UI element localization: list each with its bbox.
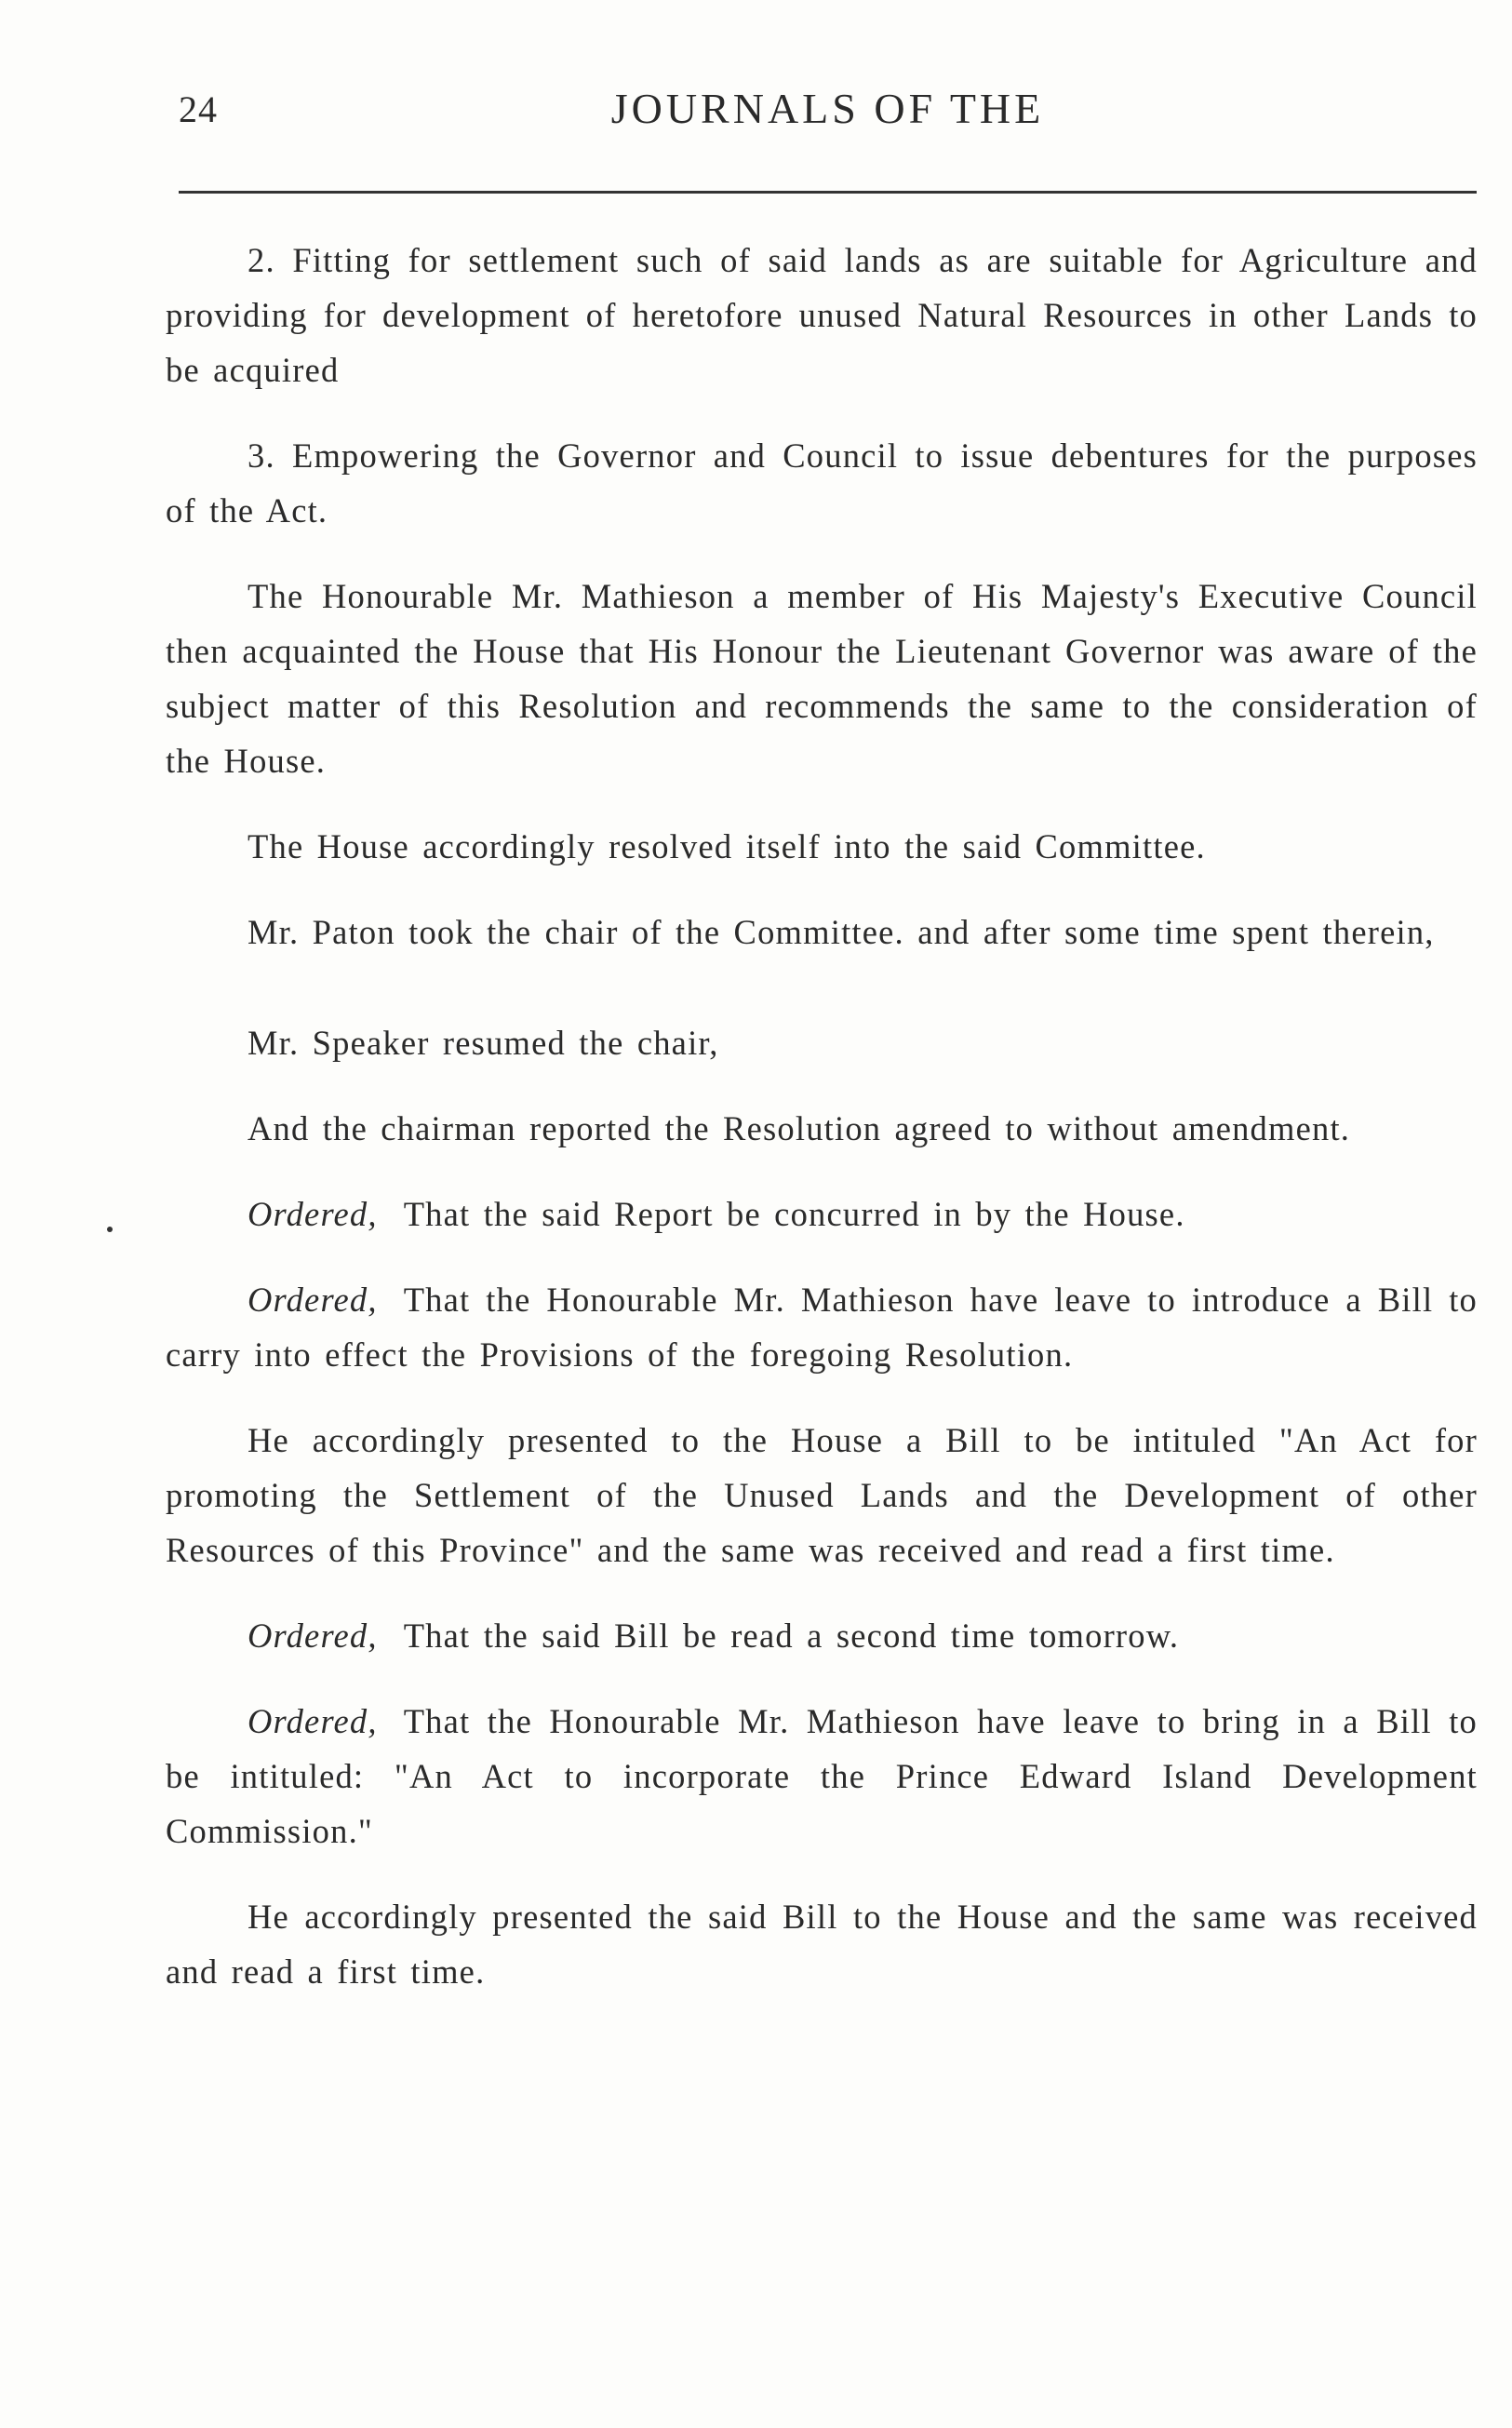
ordered-text: That the Honourable Mr. Mathieson have leave to introduce a Bill to carry into effect the Provisions of the foregoing Resolution. <box>166 1281 1478 1374</box>
paragraph-speaker-resumed: Mr. Speaker resumed the chair, <box>248 1024 719 1062</box>
ordered-text: That the said Bill be read a second time tomorrow. <box>403 1616 1180 1655</box>
paragraph-paton-chair: Mr. Paton took the chair of the Committee. and after some time spent therein, <box>248 913 1435 951</box>
paragraph-ordered-leave-introduce <box>166 1272 1478 1382</box>
body-text <box>166 233 1478 2030</box>
paragraph-item-2: 2. Fitting for settlement such of said lands as are suitable for Agriculture and providing for development of heretofore unused Natural Resources in other Lands to be acquired <box>166 241 1478 389</box>
paragraph-item-3: 3. Empowering the Governor and Council to issue debentures for the purposes of the Act. <box>166 436 1478 530</box>
ordered-label: Ordered, <box>248 1702 378 1740</box>
paragraph-executive-council: The Honourable Mr. Mathieson a member of His Majesty's Executive Council then acquainted the House that His Honour the Lieutenant Governor was aware of the subject matter of this Resolution and recommends the same to the consideration of the House. <box>166 577 1478 780</box>
running-title: JOURNALS OF THE <box>610 85 1045 132</box>
paragraph-ordered-second-reading <box>166 1608 1478 1663</box>
paragraph-chairman-reported: And the chairman reported the Resolution agreed to without amendment. <box>248 1109 1351 1147</box>
ordered-label: Ordered, <box>248 1281 378 1319</box>
page-number: 24 <box>179 88 218 130</box>
ordered-text: That the Honourable Mr. Mathieson have leave to bring in a Bill to be intituled: "An Act to incorporate the Prince Edward Island Development Commission." <box>166 1702 1478 1850</box>
ordered-label: Ordered, <box>248 1195 378 1233</box>
paragraph-ordered-report <box>166 1187 1478 1241</box>
paragraph-resolved-committee: The House accordingly resolved itself into the said Committee. <box>248 827 1206 865</box>
paragraph-bill-unused-lands: He accordingly presented to the House a Bill to be intituled "An Act for promoting the Settlement of the Unused Lands and the Development of other Resources of this Province" and the same was received and read a first time. <box>166 1421 1478 1569</box>
page-header <box>179 84 1477 149</box>
paragraph-commission-first-reading: He accordingly presented the said Bill to the House and the same was received and read a first time. <box>166 1898 1478 1991</box>
ordered-label: Ordered, <box>248 1616 378 1655</box>
header-rule <box>179 191 1477 194</box>
stray-ink-mark <box>107 1227 113 1232</box>
paragraph-ordered-commission-bill <box>166 1694 1478 1858</box>
ordered-text: That the said Report be concurred in by the House. <box>403 1195 1185 1233</box>
